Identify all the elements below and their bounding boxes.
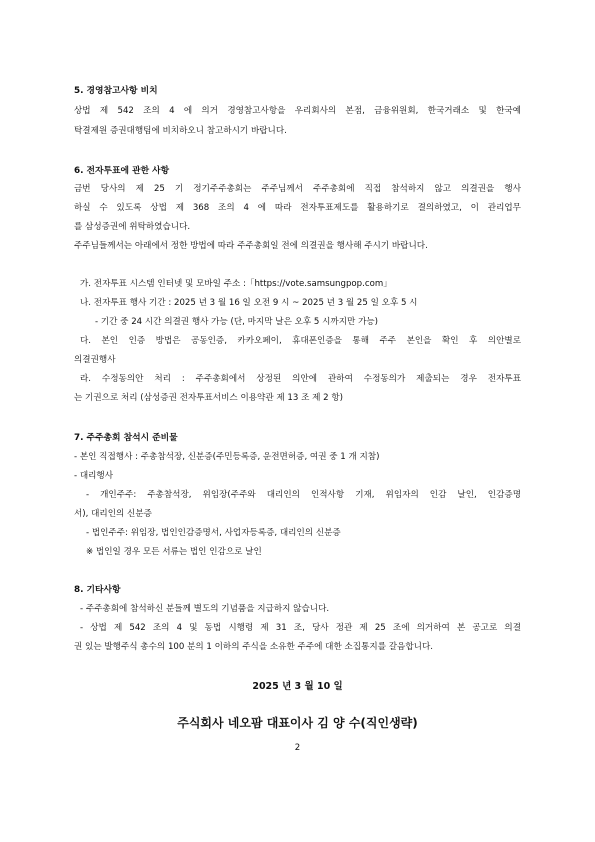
- section-7-line: - 개인주주: 주총참석장, 위임장(주주와 대리인의 인적사항 기재, 위임자의 인감 날인, 인감증명: [86, 490, 521, 500]
- section-8-heading: 8. 기타사항: [74, 585, 121, 595]
- section-6-item: 는 기권으로 처리 (삼성증권 전자투표서비스 이용약관 제 13 조 제 2 항): [74, 393, 343, 403]
- section-7-heading: 7. 주주총회 참석시 준비물: [74, 433, 178, 443]
- section-6-item: 가. 전자투표 시스템 인터넷 및 모바일 주소 :「https://vote.samsungpop.com」: [80, 279, 392, 289]
- section-6-item: 나. 전자투표 행사 기간 : 2025 년 3 월 16 일 오전 9 시 ~ 2025 년 3 월 25 일 오후 5 시: [80, 298, 418, 308]
- section-6-item: 다. 본인 인증 방법은 공동인증, 카카오페이, 휴대폰인증을 통해 주주 본인을 확인 후 의안별로: [80, 336, 521, 346]
- section-7-line: - 본인 직접행사 : 주총참석장, 신분증(주민등록증, 운전면허증, 여권 중 1 개 지참): [74, 452, 380, 462]
- section-8-line: 권 있는 발행주식 총수의 100 분의 1 이하의 주식을 소유한 주주에 대한 소집통지를 갈음합니다.: [74, 642, 433, 652]
- section-8-line: - 주주총회에 참석하신 분들께 별도의 기념품을 지급하지 않습니다.: [80, 604, 330, 614]
- section-6-heading: 6. 전자투표에 관한 사항: [74, 166, 170, 176]
- section-6-line: 를 삼성증권에 위탁하였습니다.: [74, 222, 191, 232]
- section-7-line: 서), 대리인의 신분증: [74, 509, 152, 519]
- section-5-line: 상법 제 542 조의 4 에 의거 경영참고사항을 우리회사의 본점, 금융위원회, 한국거래소 및 한국예: [74, 106, 521, 116]
- section-5-line: 탁결제원 증권대행팀에 비치하오니 참고하시기 바랍니다.: [74, 126, 287, 136]
- section-5-heading: 5. 경영참고사항 비치: [74, 86, 158, 96]
- section-6-line: 주주님들께서는 아래에서 정한 방법에 따라 주주총회일 전에 의결권을 행사해 주시기 바랍니다.: [74, 241, 428, 251]
- section-6-line: 금번 당사의 제 25 기 정기주주총회는 주주님께서 주주총회에 직접 참석하지 않고 의결권을 행사: [74, 184, 521, 194]
- section-7-note: ※ 법인일 경우 모든 서류는 법인 인감으로 날인: [86, 547, 262, 557]
- section-7-line: - 법인주주: 위임장, 법인인감증명서, 사업자등록증, 대리인의 신분증: [86, 528, 341, 538]
- notice-date: 2025 년 3 월 10 일: [252, 681, 343, 692]
- section-7-line: - 대리행사: [74, 471, 114, 481]
- section-6-item: - 기간 중 24 시간 의결권 행사 가능 (단, 마지막 날은 오후 5 시까지만 가능): [95, 317, 379, 327]
- section-6-line: 하실 수 있도록 상법 제 368 조의 4 에 따라 전자투표제도를 활용하기로 결의하였고, 이 관리업무: [74, 203, 521, 213]
- company-signature: 주식회사 네오팜 대표이사 김 양 수(직인생략): [177, 716, 418, 730]
- section-8-line: - 상법 제 542 조의 4 및 동법 시행령 제 31 조, 당사 정관 제 25 조에 의거하여 본 공고로 의결: [80, 623, 521, 633]
- section-6-item: 의결권행사: [74, 355, 116, 365]
- section-6-item: 라. 수정동의안 처리 : 주주총회에서 상정된 의안에 관하여 수정동의가 제출되는 경우 전자투표: [80, 374, 521, 384]
- page-number: 2: [294, 743, 301, 753]
